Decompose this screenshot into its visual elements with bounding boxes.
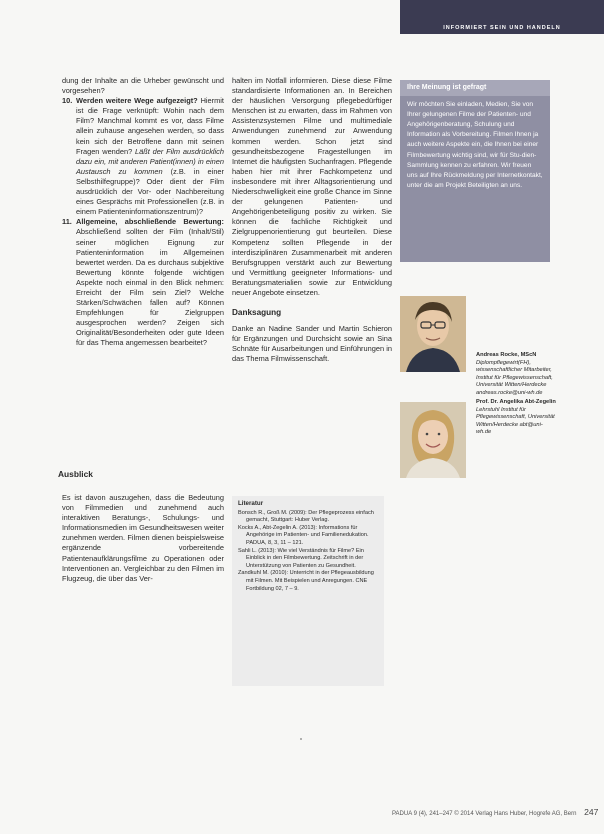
literature-ref: Sahli L. (2013): Wie viel Verständnis für Filme? Ein Einblick in den Filmbewertung. Zeitschrift in der Unterstützung von Patienten zu Gesundheit. bbox=[238, 547, 364, 569]
section-header-label: INFORMIERT SEIN UND HANDELN bbox=[443, 25, 561, 31]
section-header-bar bbox=[400, 0, 604, 34]
criterion-lead: Allgemeine, abschließende Bewertung: bbox=[76, 217, 224, 227]
footer-citation: PADUA 9 (4), 241–247 © 2014 Verlag Hans Huber, Hogrefe AG, Bern bbox=[392, 811, 577, 817]
ausblick-text: Es ist davon auszugehen, dass die Bedeutung von Filmmedien und zunehmend auch interaktiven Beratungs-, Schulungs- und Informationsmedien im Gesundheitswesen weiter zunehmen werden. Filmen dienen beispielsweise ergänzende vorbereitende Patientenaufklärungsfilme zu Operationen oder Interventionen an. Vergleichbar zu den Filmen im Flugzeug, die über das Ver- bbox=[62, 493, 224, 583]
author-photo-abt-zegelin bbox=[400, 402, 466, 478]
literature-box bbox=[232, 496, 384, 686]
author-name: Prof. Dr. Angelika Abt-Zegelin bbox=[476, 399, 556, 405]
criterion-text: Hiermit ist die Frage verknüpft: Wohin nach dem Film? Manchmal kommt es vor, dass Filme allein zuhause angesehen werden, so dass kein sich der Betroffene dann mit seinen Fragen wenden? bbox=[76, 96, 224, 156]
ausblick-text-block bbox=[62, 493, 224, 584]
criterion-number: 10. bbox=[62, 96, 73, 106]
ausblick-heading: Ausblick bbox=[58, 469, 93, 479]
decorative-dot bbox=[300, 738, 302, 740]
portrait-man-icon bbox=[400, 296, 466, 372]
criterion-text-2: (z.B. in einer Selbsthilfegruppe)? Oder dient der Film ausdrücklich der Vor- oder Nachbereitung eines Gesprächs mit Professionellen (z.B. in einem Patienteninformationszentrum)? bbox=[76, 166, 224, 217]
danksagung-text: Danke an Nadine Sander und Martin Schieron für Ergänzungen und Durchsicht sowie an Sina Schnäte für Ausarbeitungen und Einführungen in das Thema Filmwissenschaft. bbox=[232, 324, 392, 364]
criterion-body bbox=[76, 217, 224, 348]
literature-ref: Zandkuhl M. (2010): Unterricht in der Pflegeausbildung mit Filmen. Mit Beispielen und Anregungen. CNE Fortbildung 02, 7 – 9. bbox=[238, 570, 374, 592]
author-caption-abt-zegelin bbox=[476, 399, 556, 437]
feedback-sidebox bbox=[400, 80, 550, 262]
left-column bbox=[62, 76, 224, 349]
danksagung-heading: Danksagung bbox=[232, 308, 282, 318]
criterion-text: Abschließend sollten der Film (Inhalt/Stil) seiner möglichen Eignung zur Patienteninformation im Allgemeinen bewertet werden. Da es durchaus subjektive Bewertung könnte folgende wichtigen Aspekte noch einmal in den Blick nehmen: Erreicht der Film sein Ziel? Welche Stärken/Schwächen fallen auf? Können Empfehlungen für Zielgruppen ausgesprochen werden? Zeigen sich Originalität/Besonderheiten oder gute Ideen für das Thema angemessen bearbeitet? bbox=[76, 227, 224, 348]
sidebox-text: Wir möchten Sie einladen, Medien, Sie von Ihrer gelungenen Filme der Patienten- und Angehörigenberatung, Schulung und Information als Vorbereitung. Filmen Ihnen ja auch weitere Aspekte ein, die Ihnen bei einer Filmbewertung wichtig sind, wir für Stu-dien-Sammlung kennen zu erfahren. Wir freuen uns auf Ihre Rückmeldung per Internetkontakt, unter die am Projekt Beteiligten an uns. bbox=[407, 101, 543, 189]
portrait-woman-icon bbox=[400, 402, 466, 478]
page-number: 247 bbox=[584, 807, 599, 817]
criterion-italic-text: Läßt der Film ausdrücklich dazu ein, mit anderen Patient(innen) in einen Austausch zu kommen bbox=[76, 146, 224, 176]
literature-ref: Kocks A., Abt-Zegelin A. (2013): Informations für Angehörige im Patienten- und Familienedukation. PADUA, 8, 3, 11 – 121. bbox=[238, 524, 369, 546]
criterion-10 bbox=[62, 96, 224, 217]
author-role: Diplompflegewirt(FH), wissenschaftlicher Mitarbeiter, Institut für Pflegewissenschaft, Universität Witten/Herdecke andreas.rocke@uni-wh.de bbox=[476, 359, 553, 396]
literature-title: Literatur bbox=[238, 500, 264, 507]
sidebox-title: Ihre Meinung ist gefragt bbox=[400, 80, 550, 96]
author-caption-rocke bbox=[476, 352, 556, 397]
intro-text: dung der Inhalte an die Urheber gewünscht und vorgesehen? bbox=[62, 76, 224, 96]
criterion-11 bbox=[62, 217, 224, 348]
author-role: Lehrstuhl Institut für Pflegewissenschaft, Universität Witten/Herdecke abt@uni-wh.de bbox=[476, 406, 555, 435]
literature-ref: Bonsch R., Groß M. (2009): Der Pflegeprozess einfach gemacht, Stuttgart: Huber Verlag. bbox=[238, 509, 374, 524]
author-name: Andreas Rocke, MScN bbox=[476, 352, 537, 358]
criterion-number: 11. bbox=[62, 217, 72, 227]
criterion-body bbox=[76, 96, 224, 217]
page-footer bbox=[392, 807, 598, 817]
outlook-continued-text: halten im Notfall informieren. Diese diese Filme standardisierte Informationen an. In Bereichen der häuslichen Versorgung pflegebedürftiger Menschen ist zu erwarten, dass im Rahmen von Assistenzsystemen Filme und multimediale Anwendungen zunehmend zur Anwendung kommen werden. Schon jetzt sind gesundheitsbezogene Fragestellungen im Internet die häufigsten Suchanfragen. Pflegende haben hier mit ihrer Fachkompetenz und insbesondere mit ihrer Alltagsorientierung und Niederschwelligkeit eine große Chance im Sinne der gelungenen Patienten- und Angehörigenbeteiligung positiv zu wirken. Sie können die fachliche Richtigkeit und Zielgruppenorientierung gut beurteilen. Diese Kompetenz sollten Pflegende in der interdisziplinären Zusammenarbeit mit anderen Berufsgruppen verstärkt auch zur Bewertung und Vermittlung geeigneter Informations- und Beratungsmaterialien sowie zur Entwicklung neuer Angebote einsetzen. bbox=[232, 76, 392, 297]
criterion-lead: Werden weitere Wege aufgezeigt? bbox=[76, 96, 198, 106]
author-photo-rocke bbox=[400, 296, 466, 372]
middle-column bbox=[232, 76, 392, 365]
